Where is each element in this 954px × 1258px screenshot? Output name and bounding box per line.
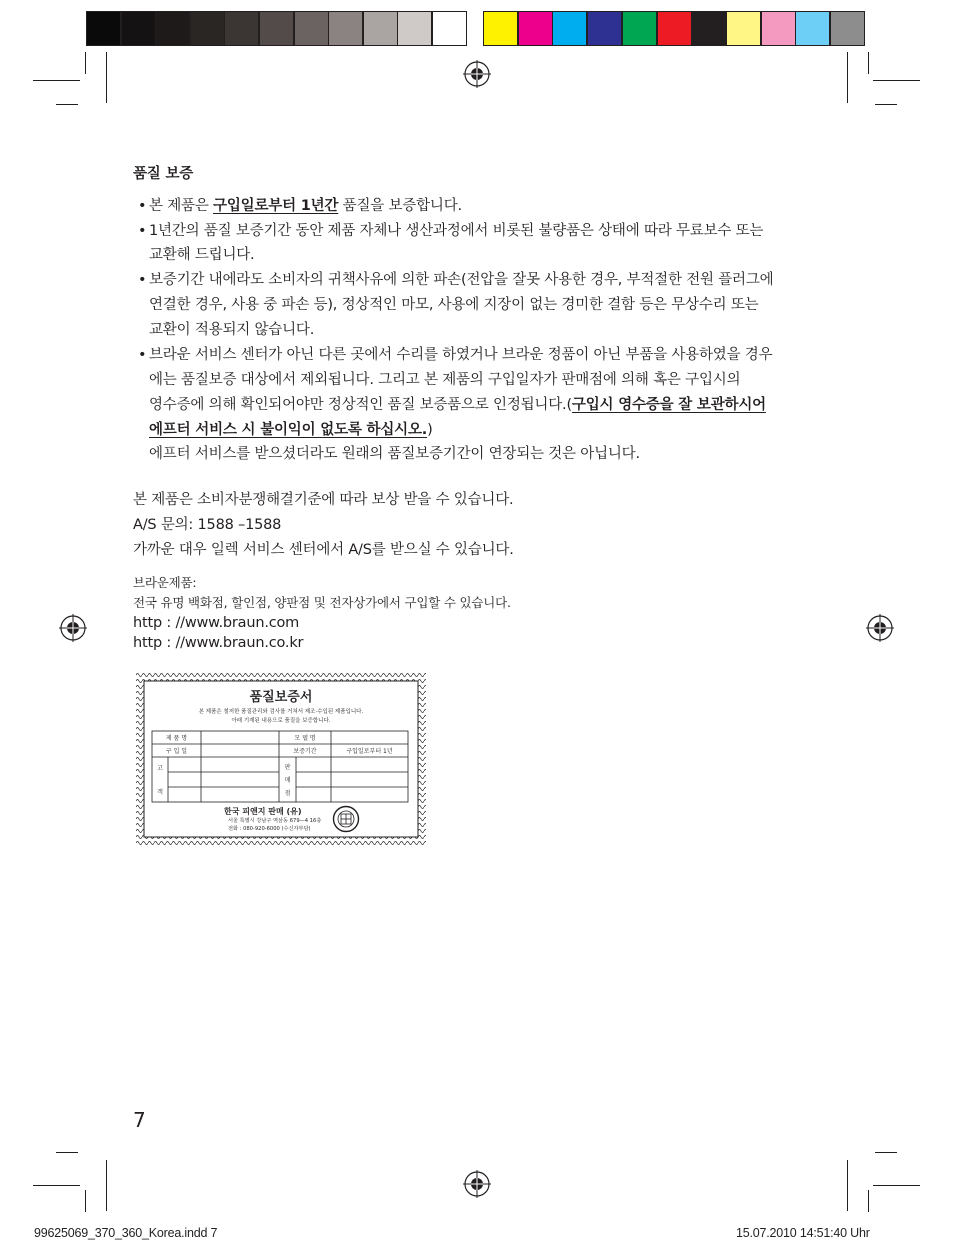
process-color-swatch: [622, 11, 657, 46]
crop-mark: [868, 52, 869, 74]
crop-mark: [875, 1152, 897, 1153]
bullet-4-line-4-close: ): [427, 422, 433, 438]
bullet-3-line-2: 연결한 경우, 사용 중 파손 등), 정상적인 마모, 사용에 지장이 없는 경미한 결함 등은 무상수리 또는: [149, 297, 759, 313]
crop-mark: [873, 80, 920, 81]
process-color-swatch: [587, 11, 622, 46]
bullet-marker: •: [138, 347, 147, 363]
process-color-swatch: [657, 11, 692, 46]
process-color-swatch: [483, 11, 518, 46]
bullet-marker: •: [138, 198, 147, 214]
card-label-store-3: 점: [284, 790, 291, 797]
gray-swatch: [397, 11, 432, 46]
crop-mark: [33, 1185, 80, 1186]
bullet-marker: •: [138, 272, 147, 288]
braun-url-link[interactable]: http : //www.braun.com: [133, 615, 300, 631]
process-color-swatch: [761, 11, 796, 46]
bullet-4-line-3: [149, 393, 766, 418]
card-title: 품질보증서: [249, 690, 313, 705]
gray-swatch: [259, 11, 294, 46]
braun-where-to-buy: 전국 유명 백화점, 할인점, 양판점 및 전자상가에서 구입할 수 있습니다.: [133, 595, 511, 610]
bullet-4-emphasis-1: 구입시 영수증을 잘 보관하시어: [571, 397, 766, 413]
bullet-1: [149, 194, 462, 219]
gray-swatch: [86, 11, 121, 46]
file-info: 99625069_370_360_Korea.indd 7: [34, 1226, 218, 1240]
gray-swatch: [328, 11, 363, 46]
warranty-card: [136, 672, 426, 846]
registration-mark-icon: [59, 614, 87, 642]
crop-mark: [875, 104, 897, 105]
bullet-1-post: 품질을 보증합니다.: [338, 198, 462, 214]
process-color-swatch: [691, 11, 726, 46]
as-contact: A/S 문의: 1588 –1588: [133, 517, 282, 533]
process-color-swatch: [552, 11, 587, 46]
card-intro-line-2: 아래 기재된 내용으로 품질을 보증합니다.: [231, 718, 331, 724]
gray-swatch: [155, 11, 190, 46]
card-label-store-2: 매: [284, 777, 291, 784]
bullet-2-line-1: 1년간의 품질 보증기간 동안 제품 자체나 생산과정에서 비롯된 불량품은 상태에 따라 무료보수 또는: [149, 223, 764, 239]
process-color-swatch: [830, 11, 865, 46]
bullet-2-line-2: 교환해 드립니다.: [149, 247, 255, 263]
bullet-4-line-2: 에는 품질보증 대상에서 제외됩니다. 그리고 본 제품의 구입일자가 판매점에 의해 혹은 구입시의: [149, 372, 741, 388]
card-label-warranty-period: 보증기간: [293, 748, 317, 755]
bullet-4-line-4: [149, 418, 433, 443]
bullet-1-emphasis: 구입일로부터 1년간: [213, 198, 339, 214]
crop-mark: [847, 52, 848, 103]
print-timestamp: 15.07.2010 14:51:40 Uhr: [736, 1226, 870, 1240]
gray-swatch: [190, 11, 225, 46]
card-label-customer-2: 객: [157, 789, 163, 796]
braun-korea-url-link[interactable]: http : //www.braun.co.kr: [133, 635, 304, 651]
card-warranty-value: 구입일로부터 1년: [346, 748, 393, 755]
registration-mark-icon: [463, 60, 491, 88]
crop-mark: [33, 80, 80, 81]
process-color-swatch: [726, 11, 761, 46]
gray-swatch: [294, 11, 329, 46]
bullet-4-emphasis-2: 에프터 서비스 시 불이익이 없도록 하십시오.: [149, 422, 428, 438]
crop-mark: [873, 1185, 920, 1186]
bullet-4-line-3-text: 영수증에 의해 확인되어야만 정상적인 품질 보증품으로 인정됩니다.(: [149, 397, 572, 413]
crop-mark: [106, 1160, 107, 1211]
registration-mark-icon: [866, 614, 894, 642]
braun-label: 브라운제품:: [133, 575, 197, 590]
crop-mark: [85, 52, 86, 74]
bullet-4-line-5: 에프터 서비스를 받으셨더라도 원래의 품질보증기간이 연장되는 것은 아닙니다.: [149, 446, 640, 462]
crop-mark: [868, 1190, 869, 1212]
gray-swatch: [363, 11, 398, 46]
gray-swatch: [224, 11, 259, 46]
crop-mark: [85, 1190, 86, 1212]
section-title: 품질 보증: [133, 166, 194, 182]
process-color-swatch: [795, 11, 830, 46]
card-intro-line-1: 본 제품은 철저한 품질관리와 검사를 거쳐서 제조·수입된 제품입니다.: [198, 709, 364, 715]
registration-mark-icon: [463, 1170, 491, 1198]
bullet-3-line-1: 보증기간 내에라도 소비자의 귀책사유에 의한 파손(전압을 잘못 사용한 경우, 부적절한 전원 플러그에: [149, 272, 774, 288]
card-label-model: 모 델 명: [294, 735, 316, 742]
bullet-3-line-3: 교환이 적용되지 않습니다.: [149, 322, 315, 338]
crop-mark: [56, 104, 78, 105]
card-label-product: 제 품 명: [165, 735, 188, 742]
card-label-customer-1: 고: [157, 765, 163, 772]
bullet-1-pre: 본 제품은: [149, 198, 214, 214]
bullet-4-line-1: 브라운 서비스 센터가 아닌 다른 곳에서 수리를 하였거나 브라운 정품이 아닌 부품을 사용하였을 경우: [149, 347, 773, 363]
card-company-name: 한국 피앤지 판매 (유): [224, 807, 302, 816]
consumer-notice: 본 제품은 소비자분쟁해결기준에 따라 보상 받을 수 있습니다.: [133, 492, 514, 508]
process-color-swatch: [518, 11, 553, 46]
gray-swatch: [432, 11, 467, 46]
card-company-address: 서울 특별시 강남구 역삼동 679—4 16층: [228, 818, 322, 824]
company-seal-icon: [332, 805, 360, 833]
card-label-store-1: 판: [284, 764, 291, 771]
crop-mark: [106, 52, 107, 103]
crop-mark: [847, 1160, 848, 1211]
page-number: 7: [133, 1108, 146, 1132]
gray-swatch: [121, 11, 156, 46]
crop-mark: [56, 1152, 78, 1153]
bullet-marker: •: [138, 223, 147, 239]
as-center-notice: 가까운 대우 일렉 서비스 센터에서 A/S를 받으실 수 있습니다.: [133, 542, 514, 558]
card-company-phone: 전화 : 080-920-6000 (수신자부담): [228, 826, 311, 832]
card-label-purchase-date: 구 입 일: [165, 748, 188, 755]
